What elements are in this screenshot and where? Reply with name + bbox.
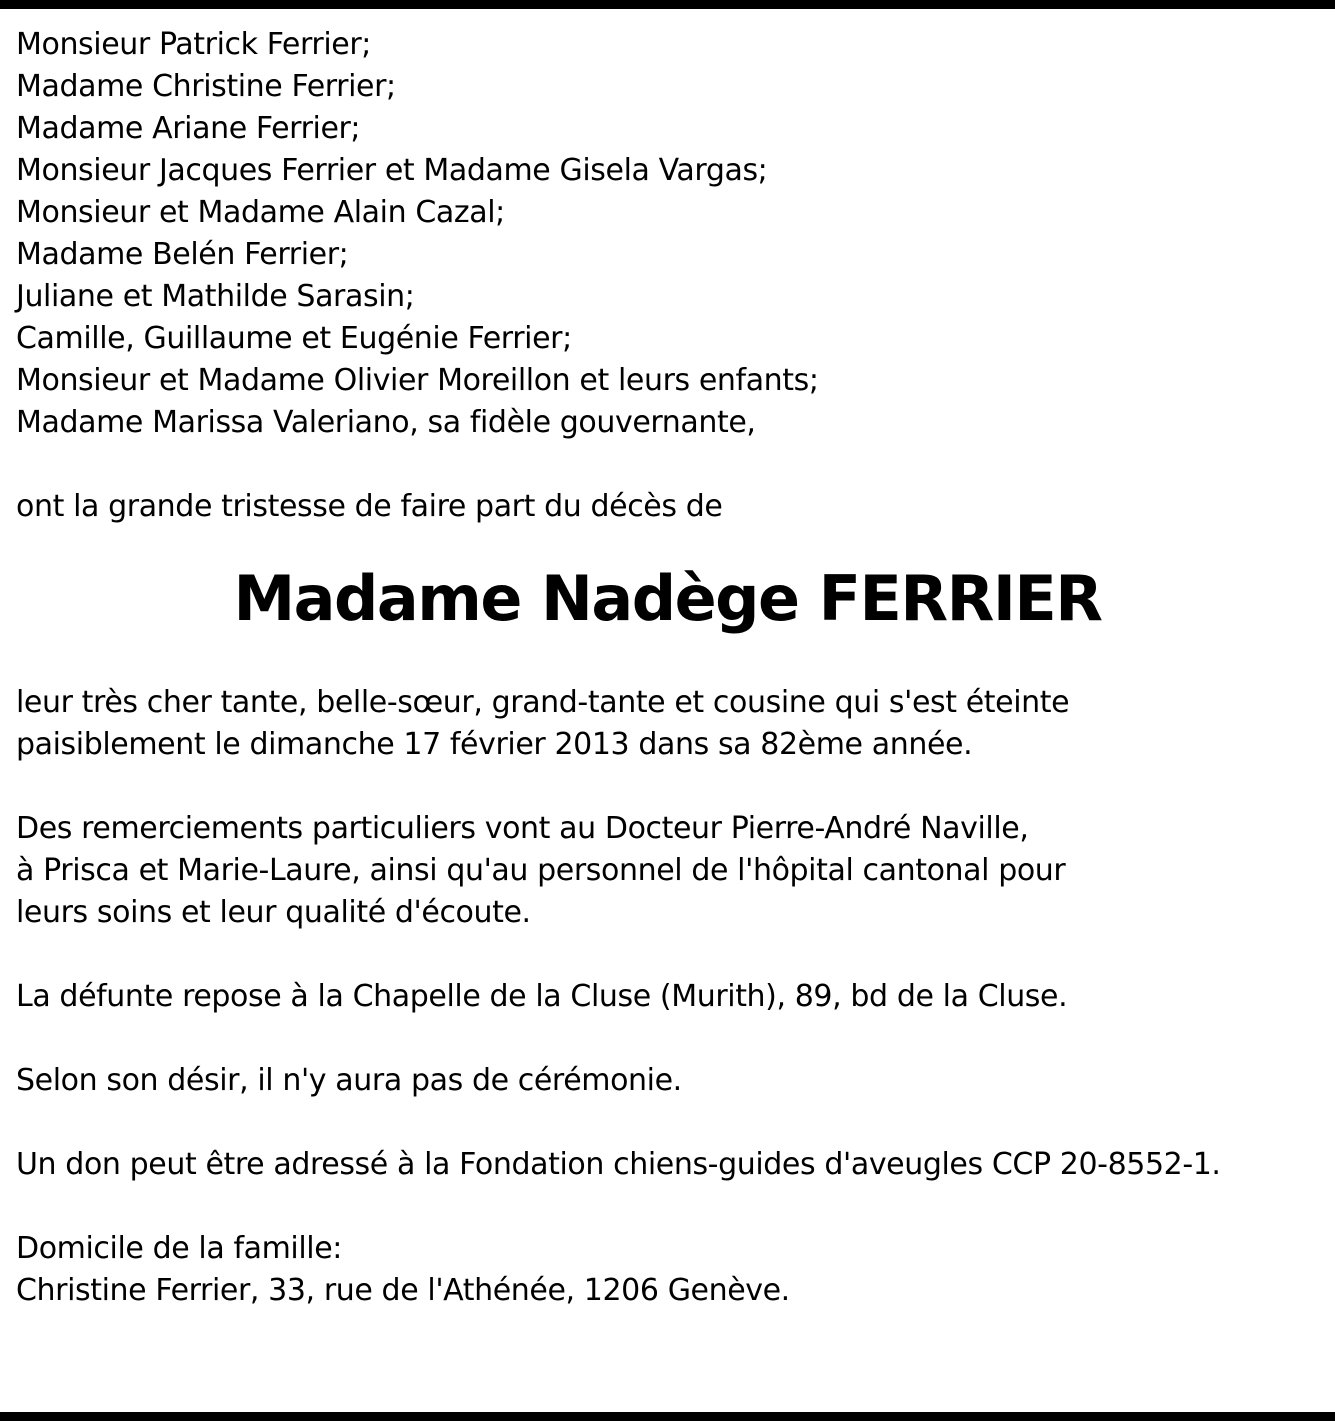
family-member: Madame Christine Ferrier; [16,69,396,104]
family-member: Madame Marissa Valeriano, sa fidèle gouvernante, [16,405,756,440]
thanks-line: à Prisca et Marie-Laure, ainsi qu'au personnel de l'hôpital cantonal pour [16,853,1066,888]
deceased-name-block [0,528,1335,654]
thanks-line: leurs soins et leur qualité d'écoute. [16,895,531,930]
obituary-notice [16,24,1326,1312]
description-line: leur très cher tante, belle-sœur, grand-tante et cousine qui s'est éteinte [16,685,1070,720]
deceased-name: Madame Nadège FERRIER [233,561,1102,635]
donation-note: Un don peut être adressé à la Fondation chiens-guides d'aveugles CCP 20-8552-1. [16,1147,1221,1182]
thanks-paragraph [16,808,1326,934]
top-border [0,0,1335,9]
ceremony-note: Selon son désir, il n'y aura pas de cérémonie. [16,1063,682,1098]
thanks-line: Des remerciements particuliers vont au Docteur Pierre-André Naville, [16,811,1029,846]
family-member: Monsieur et Madame Olivier Moreillon et leurs enfants; [16,363,819,398]
family-member: Monsieur Jacques Ferrier et Madame Gisela Vargas; [16,153,768,188]
announcement-text: ont la grande tristesse de faire part du décès de [16,489,723,524]
domicile-address: Christine Ferrier, 33, rue de l'Athénée, 1206 Genève. [16,1273,790,1308]
family-member: Monsieur et Madame Alain Cazal; [16,195,505,230]
description-line: paisiblement le dimanche 17 février 2013 dans sa 82ème année. [16,727,973,762]
family-list [16,24,1326,444]
description-paragraph [16,682,1326,766]
family-member: Monsieur Patrick Ferrier; [16,27,371,62]
family-member: Madame Belén Ferrier; [16,237,349,272]
rest-location: La défunte repose à la Chapelle de la Cluse (Murith), 89, bd de la Cluse. [16,979,1068,1014]
domicile-label: Domicile de la famille: [16,1231,343,1266]
bottom-border [0,1412,1335,1421]
family-member: Juliane et Mathilde Sarasin; [16,279,415,314]
family-member: Camille, Guillaume et Eugénie Ferrier; [16,321,572,356]
family-member: Madame Ariane Ferrier; [16,111,361,146]
family-domicile [16,1228,1326,1312]
